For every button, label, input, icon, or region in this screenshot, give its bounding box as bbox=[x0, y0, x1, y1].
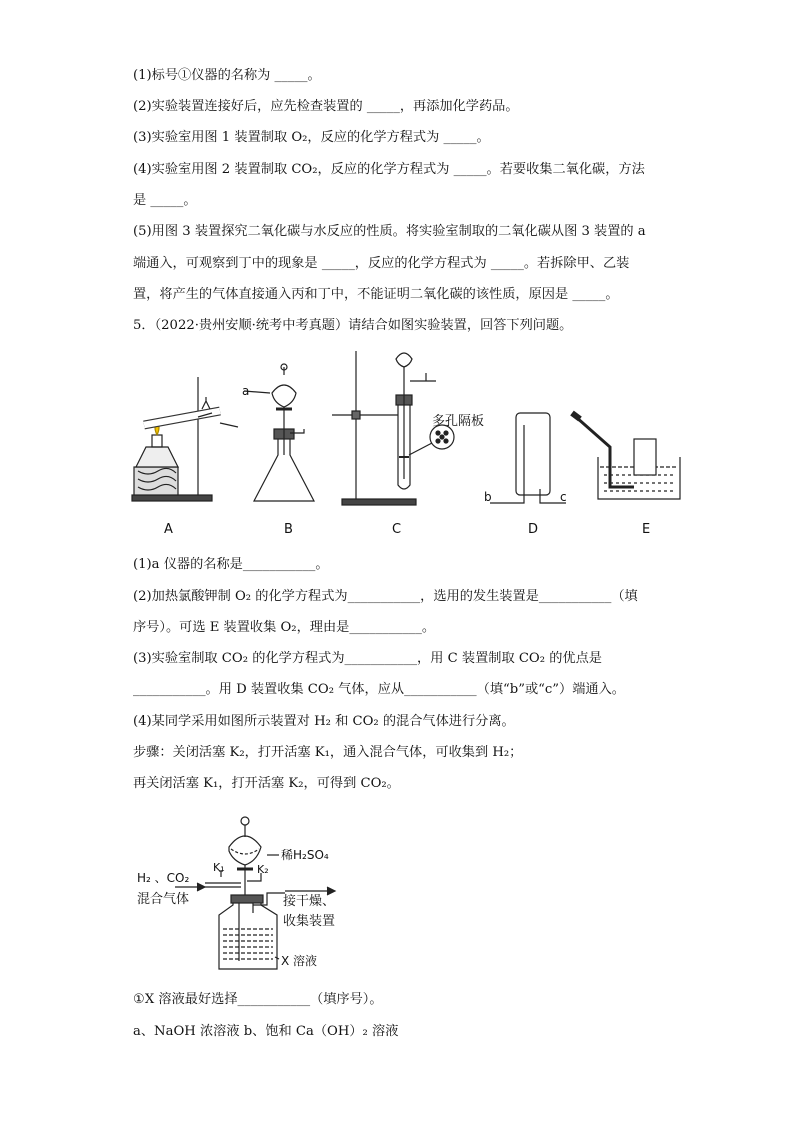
q4-part5-cont2: 置，将产生的气体直接通入丙和丁中，不能证明二氧化碳的该性质，原因是 _____。 bbox=[133, 287, 619, 302]
gas-bottle-d bbox=[516, 413, 550, 495]
q5-part3-cont: ___________。用 D 装置收集 CO₂ 气体，应从___________（填“b”或“c”）端通入。 bbox=[133, 682, 625, 697]
question-5-title: 5．（2022·贵州安顺·统考中考真题）请结合如图实验装置，回答下列问题。 bbox=[133, 318, 573, 333]
k1-label: K₁ bbox=[213, 861, 225, 874]
q4-part2: (2)实验装置连接好后，应先检查装置的 _____，再添加化学药品。 bbox=[133, 99, 519, 114]
label-E: E bbox=[642, 522, 651, 537]
k2-label: K₂ bbox=[257, 863, 269, 876]
q4-part4: (4)实验室用图 2 装置制取 CO₂，反应的化学方程式为 _____。若要收集二氧化碳，方法 bbox=[133, 162, 645, 177]
q5-part1: (1)a 仪器的名称是___________。 bbox=[133, 557, 329, 572]
q5-options: a、NaOH 浓溶液 b、饱和 Ca（OH）₂ 溶液 bbox=[133, 1024, 399, 1039]
label-A: A bbox=[164, 522, 173, 537]
q5-step1: 步骤：关闭活塞 K₂，打开活塞 K₁，通入混合气体，可收集到 H₂； bbox=[133, 745, 523, 760]
q5-part3: (3)实验室制取 CO₂ 的化学方程式为___________，用 C 装置制取 CO₂ 的优点是 bbox=[133, 651, 602, 666]
separatory-funnel bbox=[272, 385, 296, 407]
q5-part4: (4)某同学采用如图所示装置对 H₂ 和 CO₂ 的混合气体进行分离。 bbox=[133, 714, 515, 729]
q5-part2-cont: 序号）。可选 E 装置收集 O₂，理由是___________。 bbox=[133, 620, 436, 635]
label-B: B bbox=[284, 522, 293, 537]
label-b: b bbox=[484, 490, 492, 504]
label-D: D bbox=[528, 522, 539, 537]
q5-part2: (2)加热氯酸钾制 O₂ 的化学方程式为___________，选用的发生装置是___________（填 bbox=[133, 589, 638, 604]
collecting-bottle bbox=[634, 439, 656, 475]
q5-sub1: ①X 溶液最好选择___________（填序号）。 bbox=[133, 992, 383, 1007]
solution-label: X 溶液 bbox=[281, 954, 318, 968]
acid-label: 稀H₂SO₄ bbox=[281, 848, 329, 862]
q4-part1: (1)标号①仪器的名称为 _____。 bbox=[133, 68, 321, 83]
gas-in-label-1: H₂ 、CO₂ bbox=[137, 871, 190, 885]
stand-a-base bbox=[132, 495, 212, 501]
q4-part4-cont: 是 _____。 bbox=[133, 193, 197, 208]
inlet-arrow bbox=[197, 883, 205, 891]
gas-in-label-2: 混合气体 bbox=[137, 892, 190, 907]
stand-c-base bbox=[342, 499, 416, 505]
alcohol-lamp bbox=[136, 447, 178, 467]
separation-apparatus-figure bbox=[135, 805, 375, 975]
long-neck-funnel bbox=[396, 353, 412, 367]
q4-part5: (5)用图 3 装置探究二氧化碳与水反应的性质。将实验室制取的二氧化碳从图 3 装置的 a bbox=[133, 224, 646, 239]
label-porous-plate: 多孔隔板 bbox=[432, 414, 485, 429]
q5-step2: 再关闭活塞 K₁，打开活塞 K₂，可得到 CO₂。 bbox=[133, 776, 400, 791]
outlet-label-2: 收集装置 bbox=[283, 914, 336, 929]
label-c: c bbox=[560, 490, 567, 504]
q4-part5-cont1: 端通入，可观察到丁中的现象是 _____，反应的化学方程式为 _____。若拆除甲、乙装 bbox=[133, 256, 630, 271]
outlet-label-1: 接干燥、 bbox=[283, 894, 336, 909]
label-C: C bbox=[392, 522, 402, 537]
label-a: a bbox=[242, 384, 250, 398]
apparatus-figure bbox=[120, 345, 690, 545]
q4-part3: (3)实验室用图 1 装置制取 O₂，反应的化学方程式为 _____。 bbox=[133, 130, 490, 145]
